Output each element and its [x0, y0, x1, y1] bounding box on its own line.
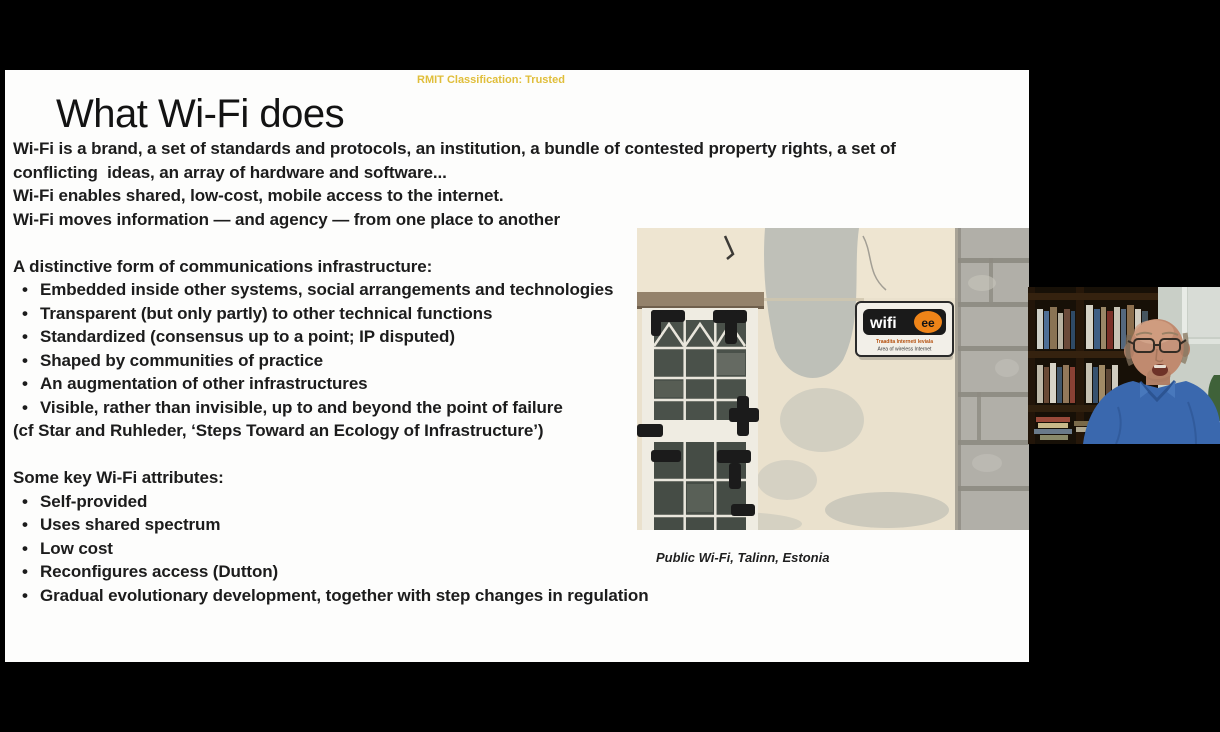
wifi-sign	[856, 302, 953, 360]
slide-title: What Wi-Fi does	[56, 92, 345, 136]
shared-slide	[5, 70, 1029, 662]
slide-text-line: Wi-Fi moves information — and agency — from one place to another	[13, 209, 560, 229]
wifi-sign-line2: Area of wireless Internet	[877, 346, 932, 353]
letterbox-top	[0, 0, 1220, 70]
public-wifi-photo	[637, 228, 1029, 530]
slide-text-line: conflicting ideas, an array of hardware and software...	[13, 162, 447, 182]
slide-text-line: Wi-Fi is a brand, a set of standards and protocols, an institution, a bundle of contested property rights, a set of	[13, 139, 896, 158]
wifi-sign-line1: Traadita Interneti leviala	[876, 339, 933, 345]
door	[637, 292, 764, 530]
slide-text-line: A distinctive form of communications infrastructure:	[13, 256, 433, 276]
slide-bullet-item: • Visible, rather than invisible, up to and beyond the point of failure	[13, 396, 943, 420]
slide-text-line: (cf Star and Ruhleder, ‘Steps Toward an Ecology of Infrastructure’)	[13, 421, 544, 440]
presenter-video	[1028, 287, 1220, 444]
wifi-sign-suffix: ee	[921, 316, 935, 330]
stone-column	[955, 228, 1029, 530]
slide-bullet-item: • Gradual evolutionary development, together with step changes in regulation	[13, 584, 943, 608]
slide-bullet-item: • Uses shared spectrum	[13, 513, 943, 537]
classification-banner: RMIT Classification: Trusted	[417, 74, 565, 86]
wifi-sign-brand: wifi	[870, 315, 897, 332]
slide-bullet-item: • Transparent (but only partly) to other technical functions	[13, 302, 943, 326]
slide-bullet-item: • Standardized (consensus up to a point; IP disputed)	[13, 325, 943, 349]
slide-text-line: Some key Wi-Fi attributes:	[13, 468, 224, 487]
slide-bullet-item: • Low cost	[13, 537, 943, 561]
slide-bullet-item: • Self-provided	[13, 490, 943, 514]
slide-text-line: Wi-Fi enables shared, low-cost, mobile access to the internet.	[13, 186, 504, 205]
photo-caption: Public Wi-Fi, Talinn, Estonia	[656, 550, 830, 565]
slide-bullet-item: • Embedded inside other systems, social arrangements and technologies	[13, 278, 943, 302]
slide-bullet-item: • An augmentation of other infrastructures	[13, 372, 943, 396]
slide-bullet-item: • Reconfigures access (Dutton)	[13, 560, 943, 584]
slide-bullet-item: • Shaped by communities of practice	[13, 349, 943, 373]
